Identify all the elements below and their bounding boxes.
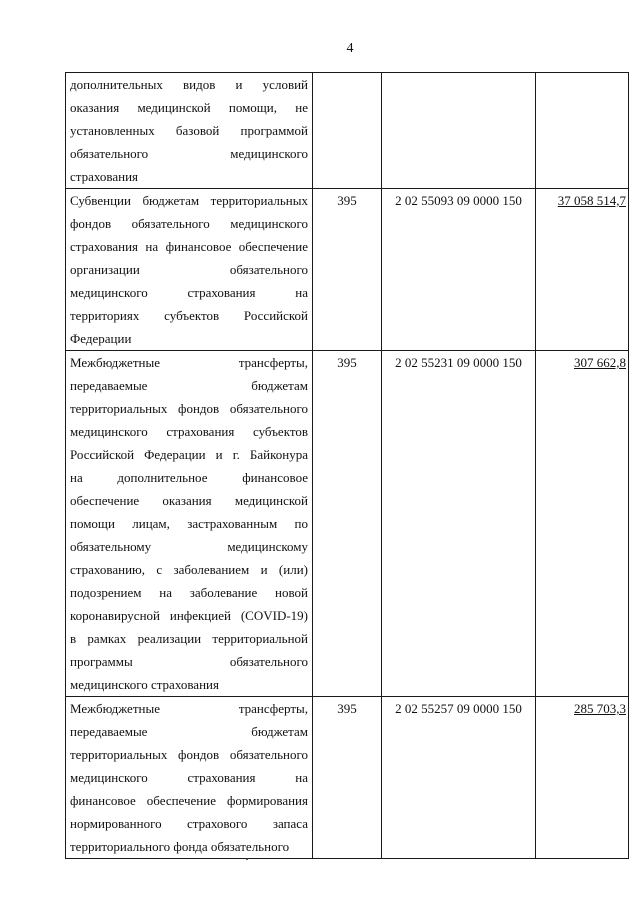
name-line: коронавирусной инфекцией (COVID-19) [70,608,308,623]
amount-value: 37 058 514,7 [557,193,626,208]
name-line: территориальных фондов обязательного [70,747,308,762]
name-line: подозрением на заболевание новой [70,585,308,600]
admin-code-cell: 395 [313,351,382,697]
row-name-cell [66,73,313,189]
name-line: передаваемые бюджетам [70,378,308,393]
name-line: Федерации [70,331,132,346]
name-line: медицинского страхования субъектов [70,424,308,439]
name-line: страхования [70,169,139,184]
name-line: фондов обязательного медицинского [70,216,308,231]
name-line: обязательного медицинского [70,146,308,161]
name-line: помощи лицам, застрахованным по [70,516,308,531]
name-line: оказания медицинской помощи, не [70,100,308,115]
row-name-cell [66,351,313,697]
table-row [66,189,629,351]
name-line: установленных базовой программой [70,123,308,138]
name-line: территориального фонда обязательного [70,839,290,854]
name-line: территориях субъектов Российской [70,308,308,323]
amount-value: 307 662,8 [574,355,626,370]
row-name-cell [66,189,313,351]
budget-code-cell [382,73,536,189]
name-line: Субвенции бюджетам территориальных [70,193,308,208]
name-line: дополнительных видов и условий [70,77,308,92]
amount-value: 285 703,3 [574,701,626,716]
row-name-cell [66,697,313,859]
admin-code-cell: 395 [313,189,382,351]
amount-cell [536,73,629,189]
page-number: 4 [346,41,354,56]
amount-cell [536,697,629,859]
name-line: передаваемые бюджетам [70,724,308,739]
admin-code-cell: 395 [313,697,382,859]
name-line: медицинского страхования [70,677,219,692]
amount-cell [536,189,629,351]
name-line: в рамках реализации территориальной [70,631,308,646]
amount-cell [536,351,629,697]
name-line: территориальных фондов обязательного [70,401,308,416]
name-line: программы обязательного [70,654,308,669]
budget-code-cell: 2 02 55231 09 0000 150 [382,351,536,697]
table-row [66,351,629,697]
name-line: страхованию, с заболеванием и (или) [70,562,308,577]
name-line: Межбюджетные трансферты, [70,355,308,370]
budget-code-cell: 2 02 55257 09 0000 150 [382,697,536,859]
name-line: нормированного страхового запаса [70,816,308,831]
budget-table [65,72,629,859]
name-line: Российской Федерации и г. Байконура [70,447,308,462]
name-line: обеспечение оказания медицинской [70,493,308,508]
name-line: медицинского страхования на [70,770,308,785]
name-line: на дополнительное финансовое [70,470,308,485]
name-line: страхования на финансовое обеспечение [70,239,308,254]
name-line: Межбюджетные трансферты, [70,701,308,716]
name-line: обязательному медицинскому [70,539,308,554]
name-line: организации обязательного [70,262,308,277]
table-row [66,697,629,859]
table-body [66,73,629,859]
name-line: медицинского страхования на [70,285,308,300]
budget-code-cell: 2 02 55093 09 0000 150 [382,189,536,351]
name-line: финансовое обеспечение формирования [70,793,308,808]
admin-code-cell [313,73,382,189]
table-row [66,73,629,189]
scan-speck [246,858,248,860]
